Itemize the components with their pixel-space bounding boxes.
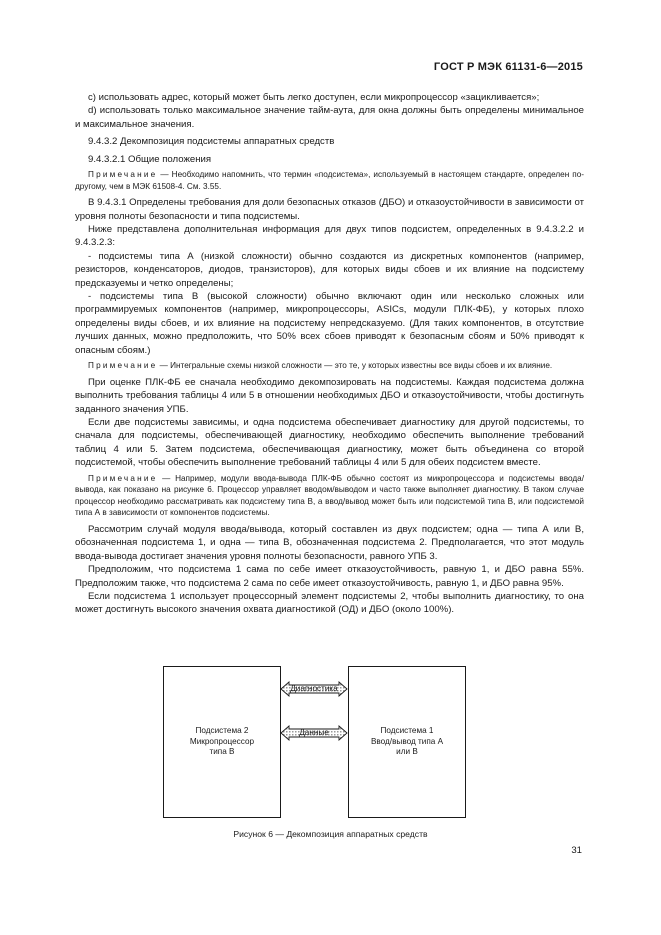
note-3-label: Примечание <box>88 473 158 483</box>
diagnostics-arrow <box>280 681 348 697</box>
list-item-type-b: - подсистемы типа В (высокой сложности) обычно включают один или несколько сложных или программируемых компонентов (например, микропроцессоры, ASICs, модули ПЛК-ФБ), у которых плохо определены виды сбоев, и их влияние на подсистему непредсказуемо. (Для таких компонентов, в отсутствие лучших данных, можно предположить, что 50% всех сбоев приводят к безопасным сбоям и 50% приводят к опасным сбоям.) <box>75 291 584 356</box>
paragraph-assume: Предположим, что подсистема 1 сама по себе имеет отказоустойчивость, равную 1, и ДБО равна 55%. Предположим также, что подсистема 2 сама по себе имеет отказоустойчивость, равную 1, и ДБО равна 95%. <box>75 564 584 589</box>
paragraph-requirements: В 9.4.3.1 Определены требования для доли безопасных отказов (ДБО) и отказоустойчивости в зависимости от уровня полноты безопасности и типа подсистемы. <box>75 197 584 222</box>
subsystem-1-line-1: Подсистема 1 <box>380 725 434 735</box>
paragraph-dependent: Если две подсистемы зависимы, и одна подсистема обеспечивает диагностику для другой подсистемы, то сначала для подсистемы, обеспечивающей диагностику, необходимо обеспечить выполнение требований таблиц 4 или 5. Затем подсистема, обеспечивающая диагностику, может быть объединена со второй подсистемой, чтобы обеспечить выполнение требований таблицы 4 или 5 для обеих подсистем вместе. <box>75 416 584 469</box>
list-item-c: с) использовать адрес, который может быть легко доступен, если микропроцессор «зацикливается»; <box>88 92 540 103</box>
data-arrow <box>280 725 348 741</box>
note-3 <box>75 473 584 519</box>
note-1-text: — Необходимо напомнить, что термин «подсистема», используемый в настоящем стандарте, определен по-другому, чем в МЭК 61508-4. См. 3.55. <box>75 170 584 191</box>
data-label: Данные <box>299 728 329 737</box>
note-1 <box>75 169 584 192</box>
note-3-text: — Например, модули ввода-вывода ПЛК-ФБ обычно состоят из микропроцессора и подсистемы ввода/вывода, как показано на рисунке 6. Процессор управляет вводом/выводом и часто также выполняет диагностику. В таком случае процессор необходимо рассматривать как подсистему типа В, а ввод/вывод может быть или подсистемой типа В, или подсистемой типа А в зависимости от компонентов подсистемы. <box>75 473 584 518</box>
subsystem-2-line-2: Микропроцессор <box>189 736 255 746</box>
paragraph-info: Ниже представлена дополнительная информация для двух типов подсистем, определенных в 9.4.3.2.2 и 9.4.3.2.3: <box>75 224 584 249</box>
subsystem-1-line-2: Ввод/вывод типа А <box>370 736 444 746</box>
list-item-type-a: - подсистемы типа А (низкой сложности) обычно создаются из дискретных компонентов (например, резисторов, конденсаторов, диодов, транзисторов), для которых виды сбоев и их влияние на подсистему предсказуемы и четко определены; <box>75 250 584 289</box>
page-number: 31 <box>571 845 582 856</box>
standard-header: ГОСТ Р МЭК 61131-6—2015 <box>433 61 583 73</box>
main-text <box>75 91 584 617</box>
note-2 <box>75 360 584 372</box>
note-2-label: Примечание <box>88 361 158 371</box>
note-2-text: — Интегральные схемы низкой сложности — это те, у которых известны все виды сбоев и их влияние. <box>157 361 553 371</box>
paragraph-evaluation: При оценке ПЛК-ФБ ее сначала необходимо декомпозировать на подсистемы. Каждая подсистема должна выполнить требования таблицы 4 или 5 в отношении необходимых ДБО и отказоустойчивости, чтобы достигнуть заданного значения УПБ. <box>75 376 584 415</box>
subsystem-2-box <box>163 666 281 818</box>
subsystem-2-line-3: типа В <box>209 747 235 757</box>
subsection-heading: 9.4.3.2.1 Общие положения <box>88 153 212 165</box>
section-heading: 9.4.3.2 Декомпозиция подсистемы аппаратных средств <box>88 136 335 148</box>
subsystem-1-box <box>348 666 466 818</box>
list-item-d: d) использовать только максимальное значение тайм-аута, для окна должны быть определены минимальное и максимальное значения. <box>75 105 584 130</box>
subsystem-2-line-1: Подсистема 2 <box>195 725 249 735</box>
figure-caption: Рисунок 6 — Декомпозиция аппаратных средств <box>233 829 428 839</box>
note-1-label: Примечание <box>88 170 158 180</box>
paragraph-diagnostic: Если подсистема 1 использует процессорный элемент подсистемы 2, чтобы выполнить диагностику, то она может достигнуть высокого значения охвата диагностикой (ОД) и ДБО (около 100%). <box>75 590 584 616</box>
figure-6-diagram <box>163 666 467 818</box>
diagnostics-label: Диагностика <box>290 684 338 693</box>
subsystem-1-line-3: или В <box>396 747 418 757</box>
paragraph-case: Рассмотрим случай модуля ввода/вывода, который составлен из двух подсистем; одна — типа А или В, обозначенная подсистема 1, и одна — типа В, обозначенная подсистема 2. Предполагается, что этот модуль ввода-вывода достигает значения уровня полноты безопасности, равного УПБ 3. <box>75 523 584 562</box>
